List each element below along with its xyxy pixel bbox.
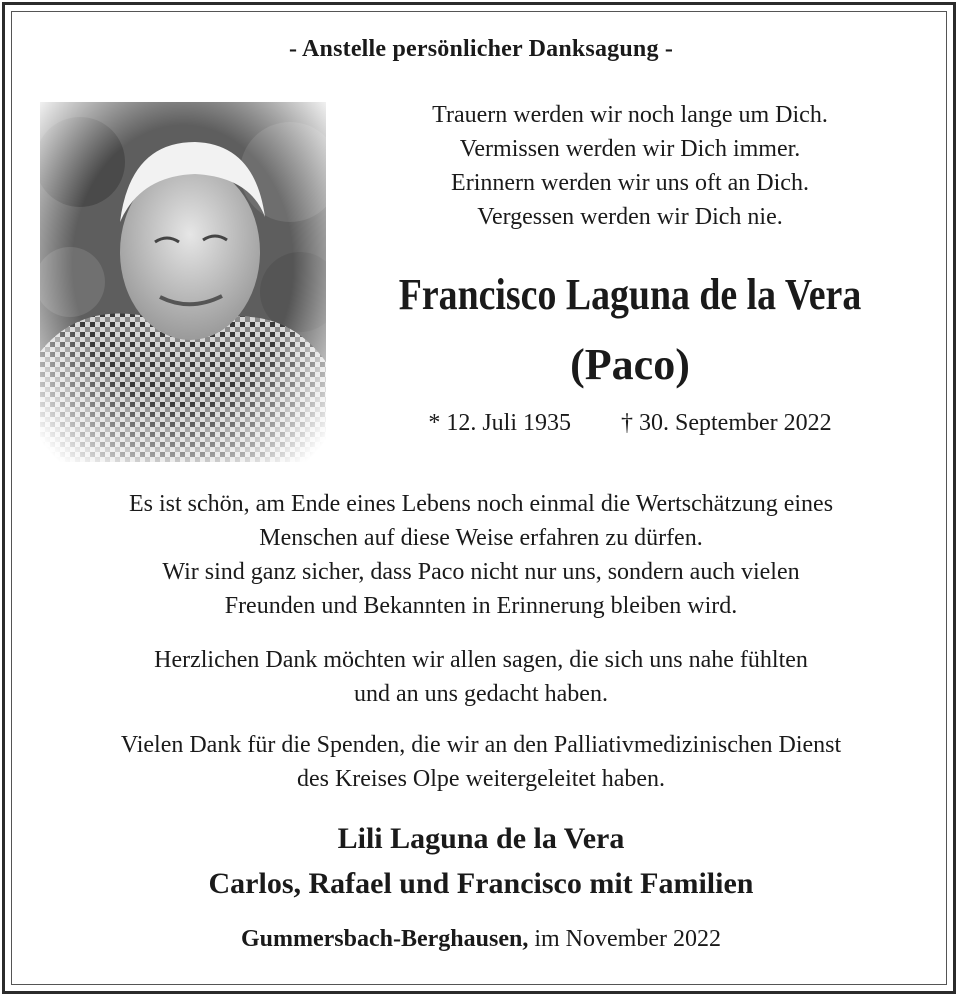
text-line: Vielen Dank für die Spenden, die wir an den Palliativmedizinischen Dienst [120, 732, 842, 758]
text-line: Menschen auf diese Weise erfahren zu dürfen. [259, 525, 703, 551]
text-line: Freunden und Bekannten in Erinnerung bleiben wird. [224, 593, 738, 619]
verse-line: Trauern werden wir noch lange um Dich. [432, 102, 828, 128]
verse-line: Erinnern werden wir uns oft an Dich. [451, 170, 809, 196]
text-line: Wir sind ganz sicher, dass Paco nicht nur uns, sondern auch vielen [162, 559, 800, 585]
signer-line: Carlos, Rafael und Francisco mit Familien [208, 867, 754, 900]
text-line: Es ist schön, am Ende eines Lebens noch einmal die Wertschätzung eines [128, 491, 834, 517]
memorial-verse [340, 98, 920, 234]
text-line: des Kreises Olpe weitergeleitet haben. [296, 766, 666, 792]
text-line: und an uns gedacht haben. [354, 681, 608, 707]
deceased-name: Francisco Laguna de la Vera [398, 270, 862, 319]
life-dates [340, 410, 920, 437]
signer-line: Lili Laguna de la Vera [337, 822, 625, 855]
signers-block [30, 816, 932, 906]
portrait-photo [40, 102, 326, 462]
date: im November 2022 [534, 926, 721, 952]
verse-line: Vermissen werden wir Dich immer. [459, 136, 801, 162]
thanks-paragraph-3 [30, 728, 932, 796]
deceased-nickname: (Paco) [570, 340, 690, 389]
thanks-paragraph-1 [30, 487, 932, 623]
verse-line: Vergessen werden wir Dich nie. [477, 204, 783, 230]
text-line: Herzlichen Dank möchten wir allen sagen, die sich uns nahe fühlten [154, 647, 808, 673]
birth-date: * 12. Juli 1935 [428, 410, 572, 436]
header-title: - Anstelle persönlicher Danksagung - [288, 36, 674, 62]
place: Gummersbach-Berghausen, [241, 926, 529, 952]
thanks-paragraph-2 [30, 643, 932, 711]
death-date: † 30. September 2022 [621, 410, 832, 436]
place-and-date [30, 926, 932, 953]
